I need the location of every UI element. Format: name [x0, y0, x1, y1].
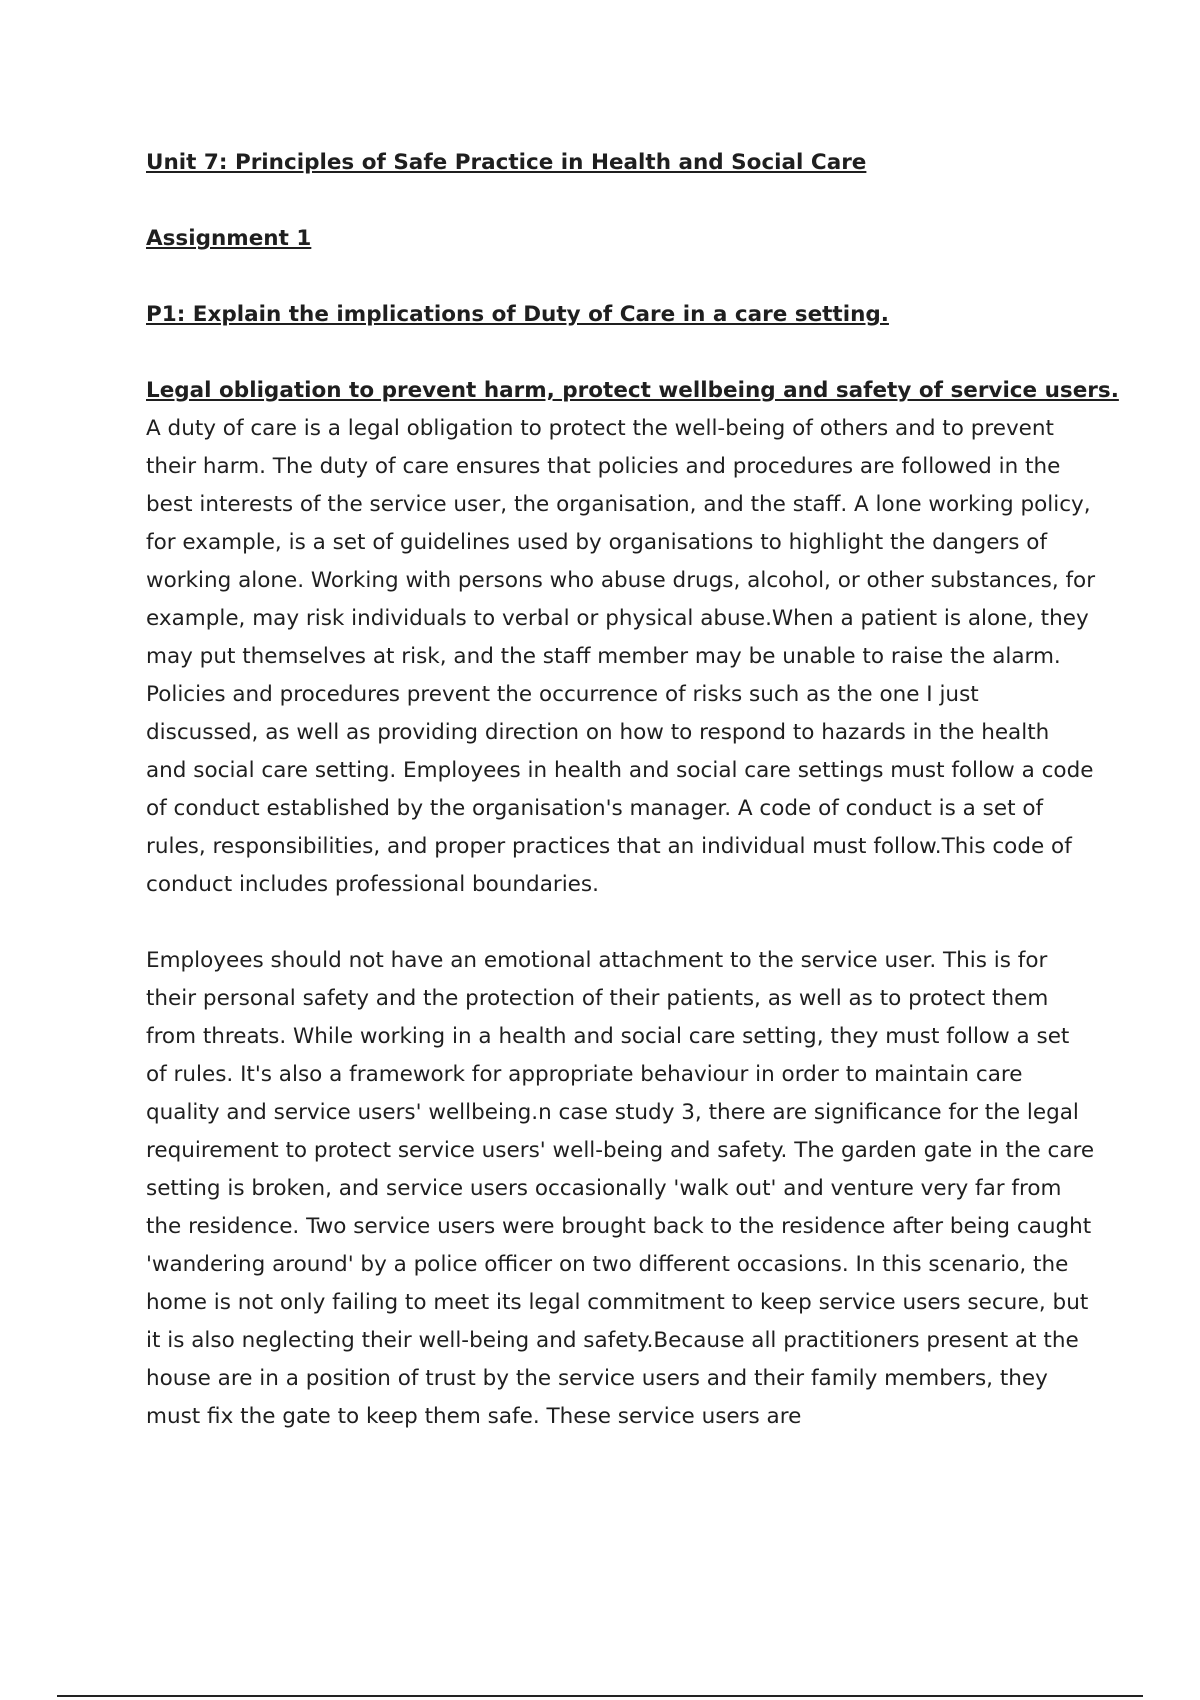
question-heading: P1: Explain the implications of Duty of Care in a care setting.: [146, 302, 889, 327]
document-page: [146, 144, 1119, 1436]
page-bottom-rule: [57, 1695, 1143, 1697]
section-subheading: Legal obligation to prevent harm, protect wellbeing and safety of service users.: [146, 378, 1119, 403]
document-title: Unit 7: Principles of Safe Practice in Health and Social Care: [146, 150, 867, 175]
body-paragraph: Employees should not have an emotional attachment to the service user. This is for their personal safety and the protection of their patients, as well as to protect them from threats. While working in a health and social care setting, they must follow a set of rules. It's also a framework for appropriate behaviour in order to maintain care quality and service users' wellbeing.n case study 3, there are significance for the legal requirement to protect service users' well-being and safety. The garden gate in the care setting is broken, and service users occasionally 'walk out' and venture very far from the residence. Two service users were brought back to the residence after being caught 'wandering around' by a police officer on two different occasions. In this scenario, the home is not only failing to meet its legal commitment to keep service users secure, but it is also neglecting their well-being and safety.Because all practitioners present at the house are in a position of trust by the service users and their family members, they must fix the gate to keep them safe. These service users are: [146, 948, 1095, 1429]
assignment-heading: Assignment 1: [146, 226, 312, 251]
body-paragraph: A duty of care is a legal obligation to protect the well-being of others and to prevent their harm. The duty of care ensures that policies and procedures are followed in the best interests of the service user, the organisation, and the staff. A lone working policy, for example, is a set of guidelines used by organisations to highlight the dangers of working alone. Working with persons who abuse drugs, alcohol, or other substances, for example, may risk individuals to verbal or physical abuse.When a patient is alone, they may put themselves at risk, and the staff member may be unable to raise the alarm. Policies and procedures prevent the occurrence of risks such as the one I just discussed, as well as providing direction on how to respond to hazards in the health and social care setting. Employees in health and social care settings must follow a code of conduct established by the organisation's manager. A code of conduct is a set of rules, responsibilities, and proper practices that an individual must follow.This code of conduct includes professional boundaries.: [146, 416, 1096, 897]
